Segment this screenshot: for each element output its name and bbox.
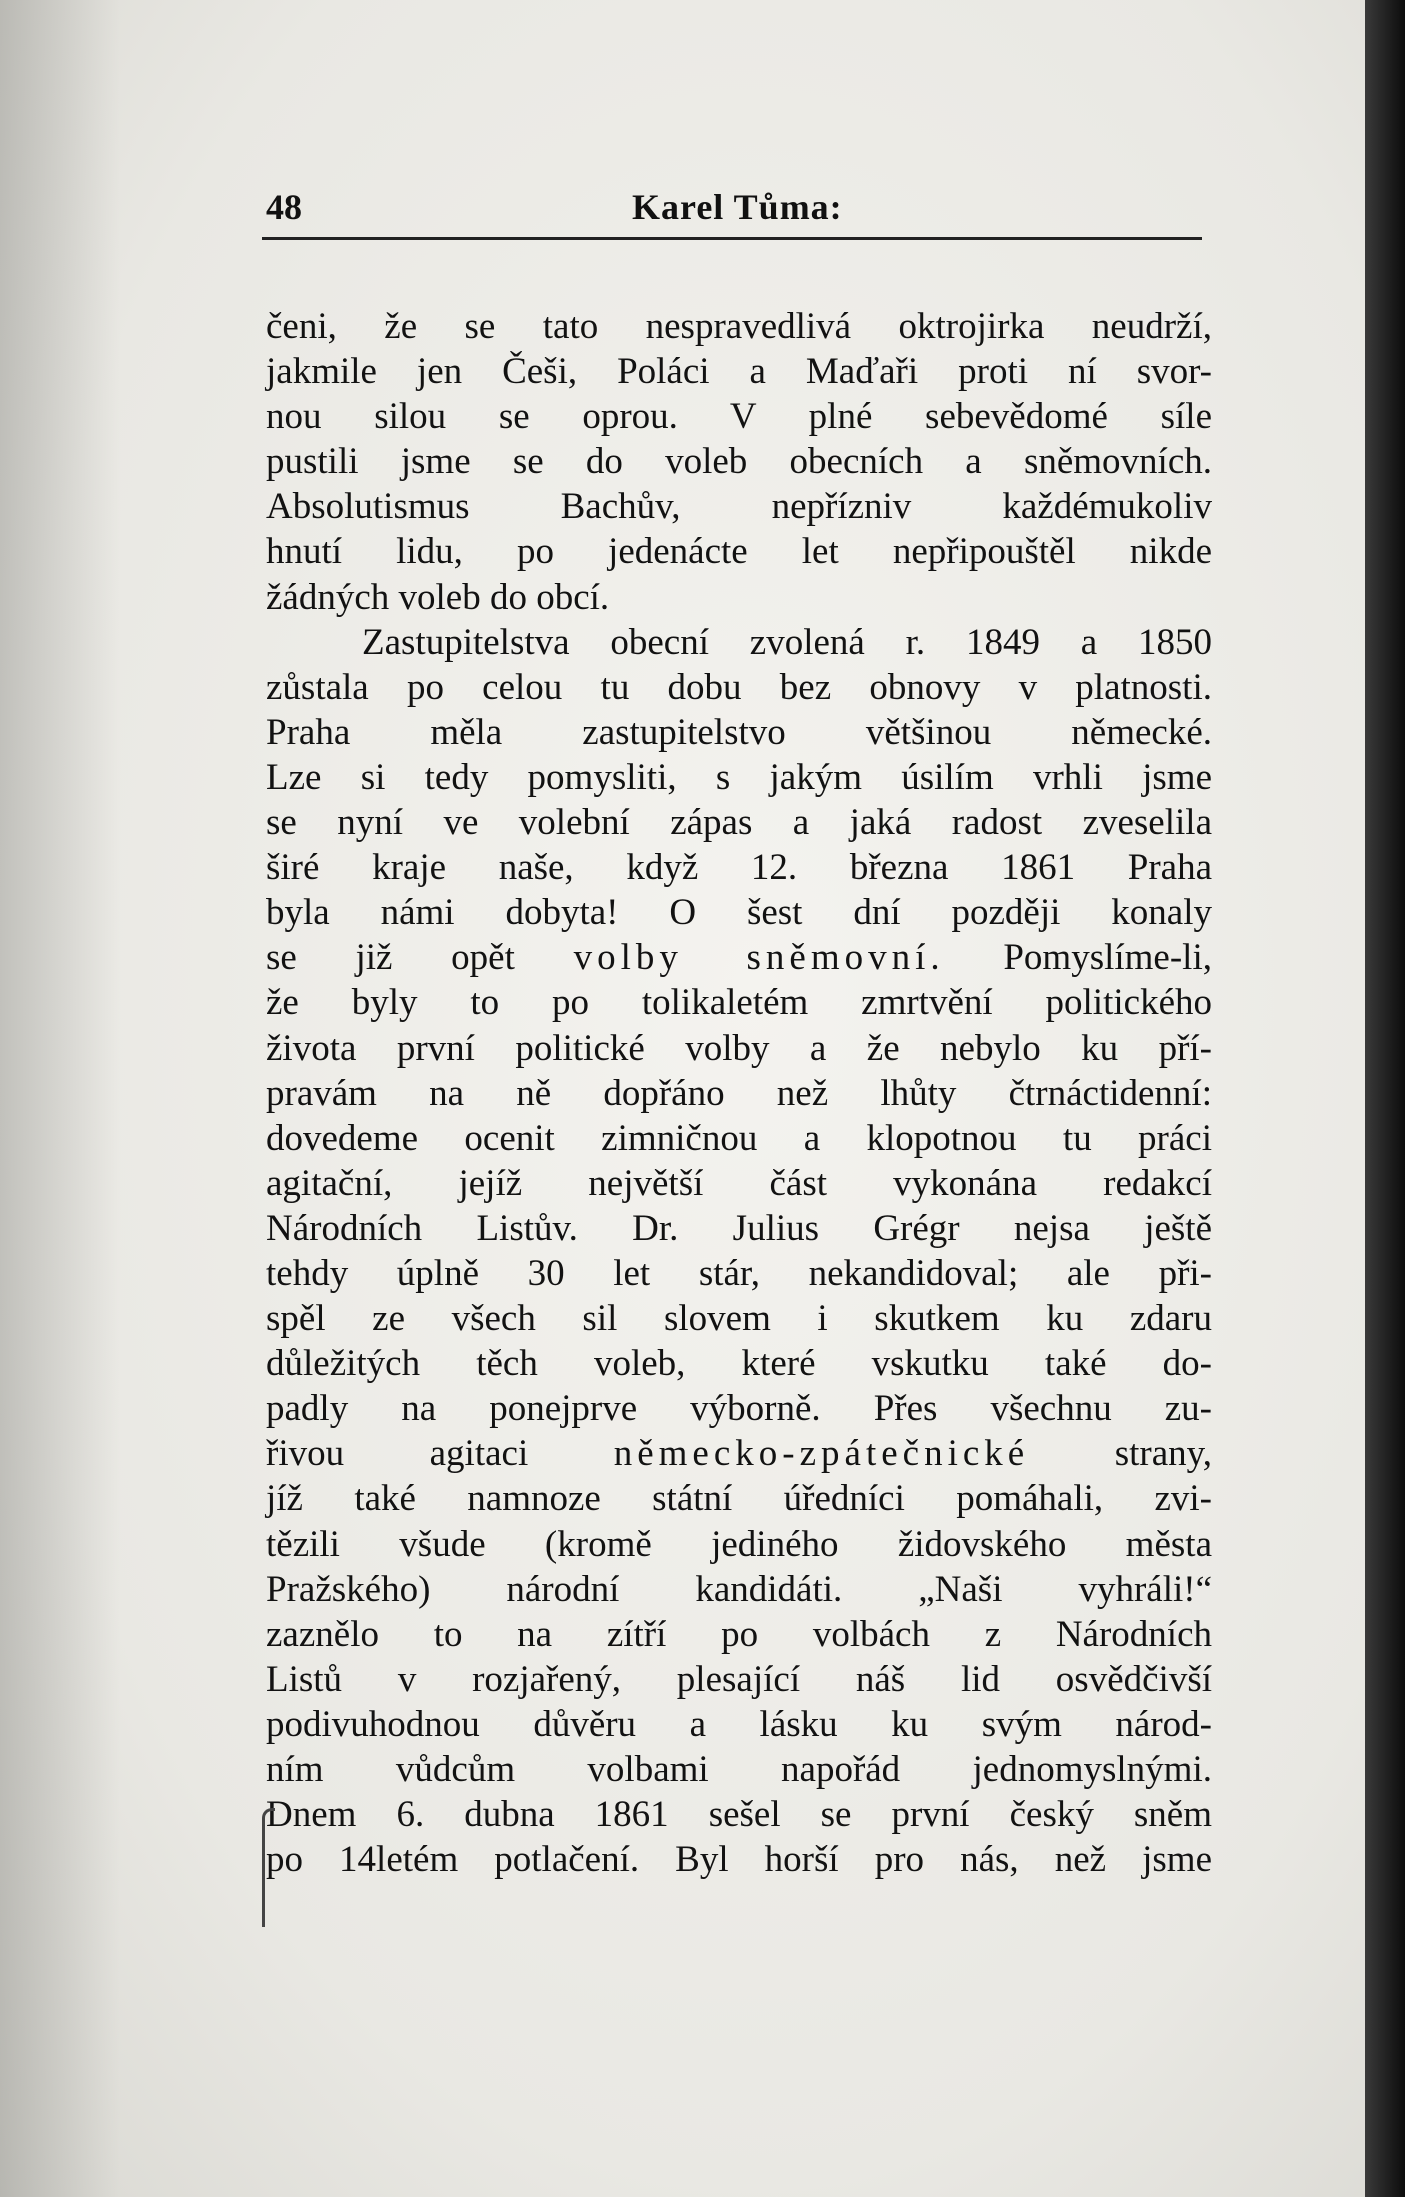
text-line: pravám na ně dopřáno než lhůty čtrnáctidenní:: [266, 1072, 1212, 1114]
header-rule: [262, 237, 1202, 240]
text-line: jíž také namnoze státní úředníci pomáhali, zvi-: [266, 1478, 1212, 1520]
text-line: se nyní ve volební zápas a jaká radost zveselila: [266, 802, 1212, 844]
text-line: tehdy úplně 30 let stár, nekandidoval; ale při-: [266, 1252, 1212, 1294]
text-line: tězili všude (kromě jediného židovského města: [266, 1523, 1212, 1565]
text-line: zůstala po celou tu dobu bez obnovy v platnosti.: [266, 666, 1212, 708]
text-line: spěl ze všech sil slovem i skutkem ku zdaru: [266, 1298, 1212, 1340]
text-line: jakmile jen Češi, Poláci a Maďaři proti ní svor-: [266, 351, 1212, 393]
body-text: [266, 304, 1212, 1882]
text-line: Absolutismus Bachův, nepřízniv každémukoliv: [266, 486, 1212, 528]
margin-bracket-mark: [262, 1808, 275, 1927]
text-line: ním vůdcům volbami napořád jednomyslnými.: [266, 1749, 1212, 1790]
text-line: podivuhodnou důvěru a lásku ku svým národ-: [266, 1703, 1212, 1745]
paragraph-start-line: Zastupitelstva obecní zvolená r. 1849 a 1850: [362, 621, 1212, 663]
text-line: Praha měla zastupitelstvo většinou německé.: [266, 711, 1212, 753]
text-line: po 14letém potlačení. Byl horší pro nás, než jsme: [266, 1839, 1212, 1881]
scan-edge-shadow: [1365, 0, 1405, 2197]
text-line: širé kraje naše, když 12. března 1861 Praha: [266, 847, 1212, 889]
text-line: Národních Listův. Dr. Julius Grégr nejsa ještě: [266, 1207, 1212, 1249]
page-header: [266, 186, 1206, 232]
text-line: byla námi dobyta! O šest dní později konaly: [266, 892, 1212, 934]
text-line: řivou agitaci německo-zpátečnické strany,: [266, 1433, 1212, 1475]
text-line: žádných voleb do obcí.: [266, 576, 610, 618]
text-line: dovedeme ocenit zimničnou a klopotnou tu práci: [266, 1117, 1212, 1159]
text-line: života první politické volby a že nebylo ku pří-: [266, 1027, 1212, 1069]
text-line: hnutí lidu, po jedenácte let nepřipouštěl nikde: [266, 531, 1212, 573]
text-line: důležitých těch voleb, které vskutku také do-: [266, 1343, 1212, 1385]
text-line: Pražského) národní kandidáti. „Naši vyhráli!“: [266, 1568, 1212, 1610]
text-line: zaznělo to na zítří po volbách z Národních: [266, 1613, 1212, 1655]
text-line: padly na ponejprve výborně. Přes všechnu zu-: [266, 1388, 1212, 1430]
text-line: nou silou se oprou. V plné sebevědomé síle: [266, 396, 1212, 438]
text-line: Lze si tedy pomysliti, s jakým úsilím vrhli jsme: [266, 756, 1212, 798]
text-line: se již opět volby sněmovní. Pomyslíme-li,: [266, 937, 1212, 979]
text-line: pustili jsme se do voleb obecních a sněmovních.: [266, 441, 1212, 483]
spaced-emphasis: volby sněmovní.: [573, 937, 945, 979]
text-line: čeni, že se tato nespravedlivá oktrojirka neudrží,: [266, 306, 1212, 347]
text-line: Dnem 6. dubna 1861 sešel se první český sněm: [266, 1794, 1212, 1836]
text-line: agitační, jejíž největší část vykonána redakcí: [266, 1162, 1212, 1204]
page-number: 48: [266, 187, 302, 227]
text-line: že byly to po tolikaletém zmrtvění politického: [266, 982, 1212, 1024]
text-line: Listů v rozjařený, plesající náš lid osvědčivší: [266, 1658, 1212, 1700]
spaced-emphasis: německo-zpátečnické: [613, 1433, 1030, 1475]
running-head: Karel Tůma:: [632, 187, 843, 227]
